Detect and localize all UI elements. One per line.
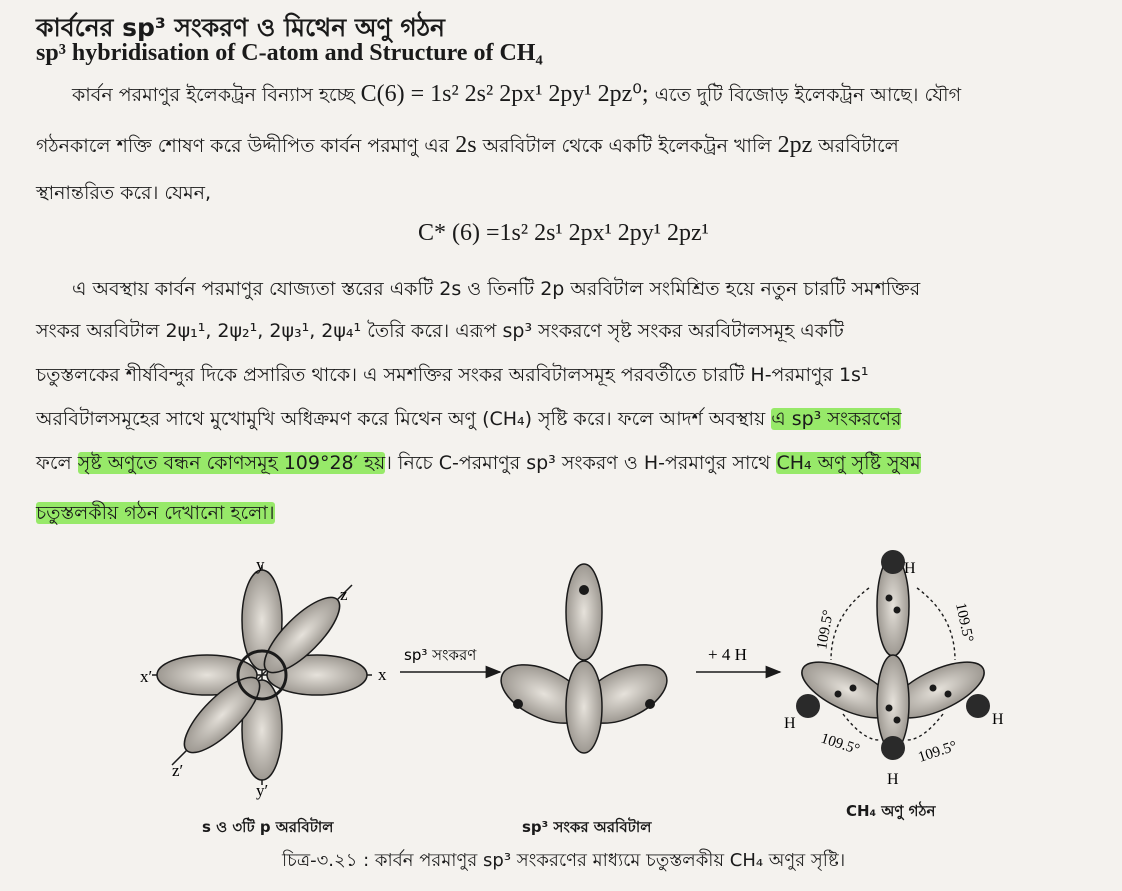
- axis-label-y-prime: y′: [256, 781, 269, 800]
- arrow2-label: + 4 H: [708, 645, 747, 664]
- hydrogen-label-right: H: [992, 711, 1004, 728]
- excited-configuration-formula: C* (6) =1s² 2s¹ 2px¹ 2py¹ 2pz¹: [418, 220, 709, 246]
- para1-line3: স্থানান্তরিত করে। যেমন,: [36, 182, 212, 204]
- para1-text: গঠনকালে শক্তি শোষণ করে উদ্দীপিত কার্বন পরমাণু এর: [36, 135, 456, 157]
- hydrogen-label-left: H: [784, 715, 796, 732]
- electron-dot: [945, 691, 952, 698]
- electron-configuration: C(6) = 1s² 2s² 2px¹ 2py¹ 2pz⁰;: [360, 81, 649, 107]
- para1-text: কার্বন পরমাণুর ইলেকট্রন বিন্যাস হচ্ছে: [72, 84, 361, 106]
- highlighted-text: সৃষ্ট অণুতে বন্ধন কোণসমূহ 109°28′ হয়: [77, 452, 386, 474]
- hybrid-lobe-bottom: [566, 661, 602, 753]
- para2-text: । নিচে C-পরমাণুর sp³ সংকরণ ও H-পরমাণুর সাথে: [385, 452, 777, 474]
- nucleus-dot: [513, 699, 523, 709]
- heading-bengali: কার্বনের sp³ সংকরণ ও মিথেন অণু গঠন: [36, 13, 445, 42]
- nucleus-dot: [579, 585, 589, 595]
- highlighted-text: চতুস্তলকীয় গঠন দেখানো হলো।: [36, 502, 275, 524]
- methane-structure-diagram: [794, 550, 992, 760]
- figure-label-sp3-orbitals: sp³ সংকর অরবিটাল: [522, 818, 652, 836]
- hybridisation-figure: [0, 540, 1122, 891]
- axis-label-x-prime: x′: [140, 667, 153, 686]
- sp3-hybrid-orbitals-diagram: [492, 564, 676, 753]
- orbital-2s: 2s: [455, 132, 477, 158]
- hydrogen-atom-bottom: [881, 736, 905, 760]
- para1-text: অরবিটালে: [812, 135, 899, 157]
- hydrogen-label-bottom: H: [887, 771, 899, 788]
- electron-dot: [850, 685, 857, 692]
- para2-line3: চতুস্তলকের শীর্ষবিন্দুর দিকে প্রসারিত থাকে। এ সমশক্তির সংকর অরবিটালসমূহ পরবর্তীতে চারটি H-পরমাণুর 1s¹: [36, 364, 869, 386]
- axis-label-z: z: [340, 585, 348, 604]
- para1-line1: [72, 80, 961, 109]
- figure-label-ch4-structure: CH₄ অণু গঠন: [846, 802, 936, 820]
- bond-angle-label: 109.5°: [818, 730, 862, 759]
- para2-text: অরবিটালসমূহের সাথে মুখোমুখি অধিক্রমণ করে মিথেন অণু (CH₄) সৃষ্টি করে। ফলে আদর্শ অবস্থায়: [36, 408, 772, 430]
- electron-dot: [894, 607, 901, 614]
- para2-line5: [36, 452, 921, 475]
- hydrogen-label-top: H: [904, 560, 916, 577]
- para2-line6: [36, 502, 275, 525]
- electron-dot: [886, 705, 893, 712]
- bond-angle-arc: [917, 588, 955, 660]
- bond-angle-label: 109.5°: [814, 608, 837, 651]
- para1-text: অরবিটাল থেকে একটি ইলেকট্রন খালি: [476, 135, 778, 157]
- hybrid-lobe-top: [566, 564, 602, 660]
- para2-line4: [36, 408, 901, 431]
- para1-text: এতে দুটি বিজোড় ইলেকট্রন আছে। যৌগ: [648, 84, 962, 106]
- axis-label-x: x: [378, 665, 387, 684]
- bond-angle-label: 109.5°: [916, 738, 960, 766]
- highlighted-text: CH₄ অণু সৃষ্টি সুষম: [776, 452, 921, 474]
- electron-dot: [894, 717, 901, 724]
- hydrogen-atom-left: [796, 694, 820, 718]
- para1-line2: [36, 131, 899, 160]
- figure-label-s-p-orbitals: s ও ৩টি p অরবিটাল: [202, 818, 334, 836]
- axis-label-y: y: [256, 555, 265, 574]
- para2-line2: সংকর অরবিটাল 2ψ₁¹, 2ψ₂¹, 2ψ₃¹, 2ψ₄¹ তৈরি করে। এরূপ sp³ সংকরণে সৃষ্ট সংকর অরবিটালসমূহ একটি: [36, 320, 844, 342]
- para2-line1: এ অবস্থায় কার্বন পরমাণুর যোজ্যতা স্তরের একটি 2s ও তিনটি 2p অরবিটাল সংমিশ্রিত হয়ে নতুন চারটি সমশক্তির: [72, 278, 921, 300]
- hydrogen-atom-top: [881, 550, 905, 574]
- heading-english: sp³ hybridisation of C-atom and Structure of CH₄: [36, 40, 543, 66]
- electron-dot: [886, 595, 893, 602]
- highlighted-text: এ sp³ সংকরণের: [771, 408, 902, 430]
- bond-angle-label: 109.5°: [952, 601, 977, 644]
- electron-dot: [835, 691, 842, 698]
- figure-svg: [0, 540, 1122, 840]
- figure-caption: চিত্র-৩.২১ : কার্বন পরমাণুর sp³ সংকরণের মাধ্যমে চতুস্তলকীয় CH₄ অণুর সৃষ্টি।: [282, 850, 846, 871]
- para2-text: ফলে: [36, 452, 78, 474]
- electron-dot: [930, 685, 937, 692]
- nucleus-dot: [645, 699, 655, 709]
- bond-angle-arc: [831, 588, 869, 660]
- arrow1-label: sp³ সংকরণ: [404, 646, 477, 664]
- orbital-2pz: 2pz: [777, 132, 813, 158]
- s-and-p-orbitals-diagram: [152, 565, 372, 785]
- axis-label-z-prime: z′: [172, 761, 184, 780]
- hydrogen-atom-right: [966, 694, 990, 718]
